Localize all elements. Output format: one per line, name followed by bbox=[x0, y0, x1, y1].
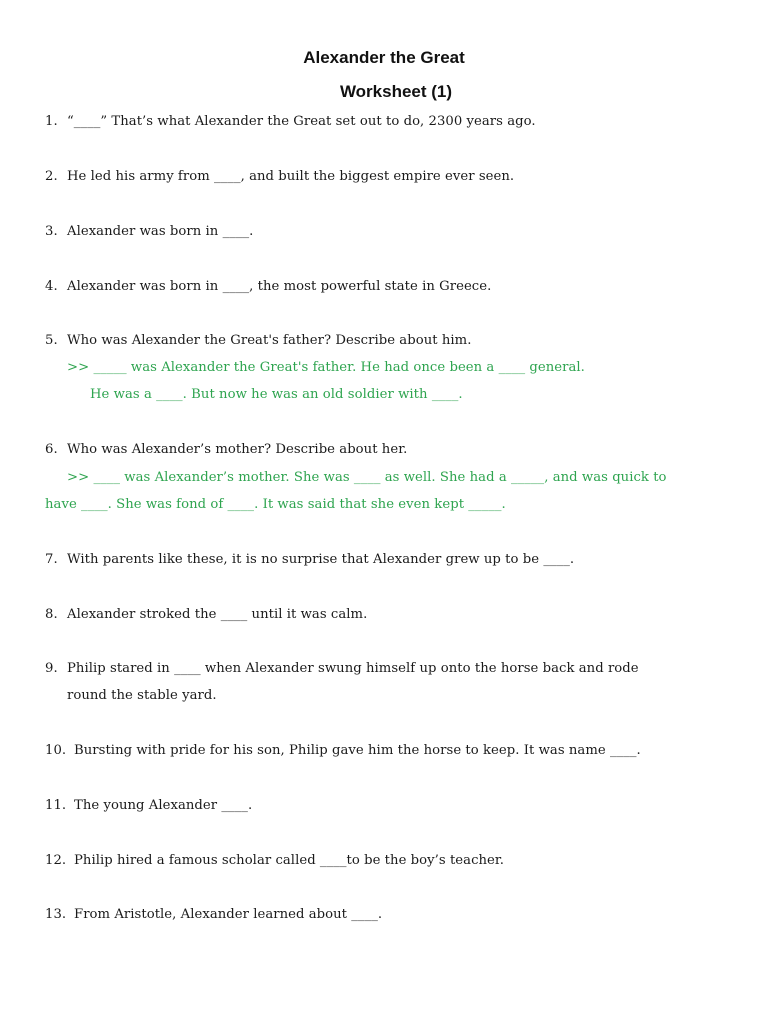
answer-5-line-1: >> _____ was Alexander the Great's father. He had once been a ____ general. bbox=[67, 360, 585, 375]
question-2 bbox=[45, 168, 514, 186]
question-text: Alexander was born in ____, the most powerful state in Greece. bbox=[67, 279, 492, 294]
question-text: Who was Alexander the Great's father? Describe about him. bbox=[67, 333, 472, 348]
question-9 bbox=[45, 660, 639, 678]
question-number: 4. bbox=[45, 279, 58, 294]
question-number: 7. bbox=[45, 552, 58, 567]
question-13 bbox=[45, 906, 382, 924]
question-number: 2. bbox=[45, 169, 58, 184]
question-1 bbox=[45, 113, 536, 131]
answer-6-line-1: >> ____ was Alexander’s mother. She was ____ as well. She had a _____, and was quick to bbox=[67, 470, 667, 485]
worksheet-subtitle: Worksheet (1) bbox=[339, 82, 453, 101]
question-text: Philip hired a famous scholar called ____to be the boy’s teacher. bbox=[74, 853, 505, 868]
question-text: Alexander was born in ____. bbox=[67, 224, 254, 239]
question-7 bbox=[45, 551, 574, 569]
question-text: “____” That’s what Alexander the Great set out to do, 2300 years ago. bbox=[67, 114, 536, 129]
question-8 bbox=[45, 606, 367, 624]
question-9-continued: round the stable yard. bbox=[67, 688, 217, 703]
question-number: 6. bbox=[45, 442, 58, 457]
question-number: 13. bbox=[45, 907, 67, 922]
question-text: Alexander stroked the ____ until it was calm. bbox=[67, 607, 368, 622]
question-number: 11. bbox=[45, 798, 67, 813]
question-number: 9. bbox=[45, 661, 58, 676]
question-6 bbox=[45, 441, 407, 459]
question-text: The young Alexander ____. bbox=[74, 798, 253, 813]
question-11 bbox=[45, 797, 252, 815]
question-4 bbox=[45, 278, 491, 296]
question-text: With parents like these, it is no surprise that Alexander grew up to be ____. bbox=[67, 552, 575, 567]
question-10 bbox=[45, 742, 641, 760]
question-text: Who was Alexander’s mother? Describe about her. bbox=[67, 442, 408, 457]
worksheet-title: Alexander the Great bbox=[303, 48, 465, 67]
question-number: 1. bbox=[45, 114, 58, 129]
question-12 bbox=[45, 852, 504, 870]
answer-6-line-2: have ____. She was fond of ____. It was said that she even kept _____. bbox=[45, 497, 506, 512]
answer-5-line-2: He was a ____. But now he was an old soldier with ____. bbox=[90, 387, 463, 402]
question-number: 12. bbox=[45, 853, 67, 868]
question-5 bbox=[45, 332, 471, 350]
question-number: 8. bbox=[45, 607, 58, 622]
question-text: From Aristotle, Alexander learned about ____. bbox=[74, 907, 383, 922]
question-number: 3. bbox=[45, 224, 58, 239]
question-text: Philip stared in ____ when Alexander swung himself up onto the horse back and rode bbox=[67, 661, 639, 676]
question-number: 5. bbox=[45, 333, 58, 348]
question-text: He led his army from ____, and built the biggest empire ever seen. bbox=[67, 169, 515, 184]
question-3 bbox=[45, 223, 253, 241]
question-number: 10. bbox=[45, 743, 67, 758]
question-text: Bursting with pride for his son, Philip gave him the horse to keep. It was name ____. bbox=[74, 743, 641, 758]
